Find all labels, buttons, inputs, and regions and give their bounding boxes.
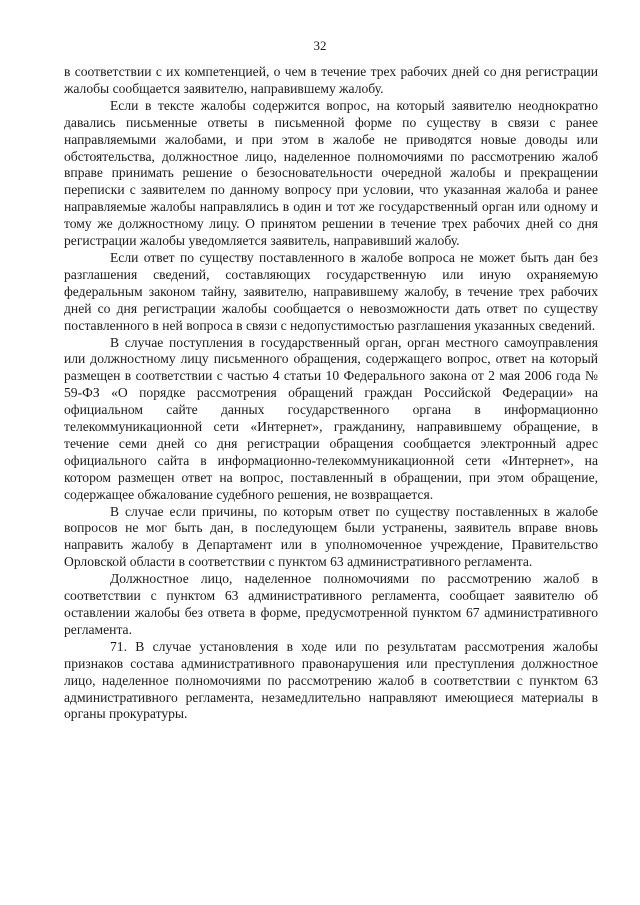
paragraph-continuation: в соответствии с их компетенцией, о чем в течение трех рабочих дней со дня регистрации жалобы сообщается заявителю, направившему жалобу. (64, 64, 598, 96)
paragraph-published-answer: В случае поступления в государственный орган, орган местного самоуправления или должностному лицу письменного обращения, содержащего вопрос, ответ на который размещен в соответствии с частью 4 статьи 10 Федерального закона от 2 мая 2006 года № 59-ФЗ «О порядке рассмотрения обращений граждан Российской Федерации» на официальном сайте данных государственного органа в информационно телекоммуникационной сети «Интернет», гражданину, направившему обращение, в течение семи дней со дня регистрации обращения сообщается электронный адрес официального сайта в информационно-телекоммуникационной сети «Интернет», на котором размещен ответ на вопрос, поставленный в обращении, при этом обращение, содержащее обжалование судебного решения, не возвращается. (64, 334, 598, 502)
page-number: 32 (313, 38, 327, 53)
paragraph-notification: Должностное лицо, наделенное полномочиями по рассмотрению жалоб в соответствии с пунктом 63 административного регламента, сообщает заявителю об оставлении жалобы без ответа в форме, предусмотренной пунктом 67 административного регламента. (64, 571, 598, 637)
paragraph-reasons-eliminated: В случае если причины, по которым ответ по существу поставленных в жалобе вопросов не мог быть дан, в последующем были устранены, заявитель вправе вновь направить жалобу в Департамент или в уполномоченное учреждение, Правительство Орловской области в соответствии с пунктом 63 административного регламента. (64, 503, 598, 570)
paragraph-item-71: 71. В случае установления в ходе или по результатам рассмотрения жалобы признаков состава административного правонарушения или преступления должностное лицо, наделенное полномочиями по рассмотрению жалоб в соответствии с пунктом 63 административного регламента, незамедлительно направляют имеющиеся материалы в органы прокуратуры. (64, 638, 598, 722)
document-body (64, 64, 598, 723)
paragraph-repeated-questions: Если в тексте жалобы содержится вопрос, на который заявителю неоднократно давались письменные ответы в письменной форме по существу в связи с ранее направляемыми жалобами, и при этом в жалобе не приводятся новые доводы или обстоятельства, должностное лицо, наделенное полномочиями по рассмотрению жалоб вправе принимать решение о безосновательности очередной жалобы и прекращении переписки с заявителем по данному вопросу при условии, что указанная жалоба и ранее направляемые жалобы направлялись в один и тот же государственный орган или одному и тому же должностному лицу. О принятом решении в течение трех рабочих дней со дня регистрации жалобы уведомляется заявитель, направивший жалобу. (64, 97, 598, 249)
paragraph-state-secret: Если ответ по существу поставленного в жалобе вопроса не может быть дан без разглашения сведений, составляющих государственную или иную охраняемую федеральным законом тайну, заявителю, направившему жалобу, в течение трех рабочих дней со дня регистрации жалобы сообщается о невозможности дать ответ по существу поставленного в ней вопроса в связи с недопустимостью разглашения указанных сведений. (64, 249, 598, 333)
